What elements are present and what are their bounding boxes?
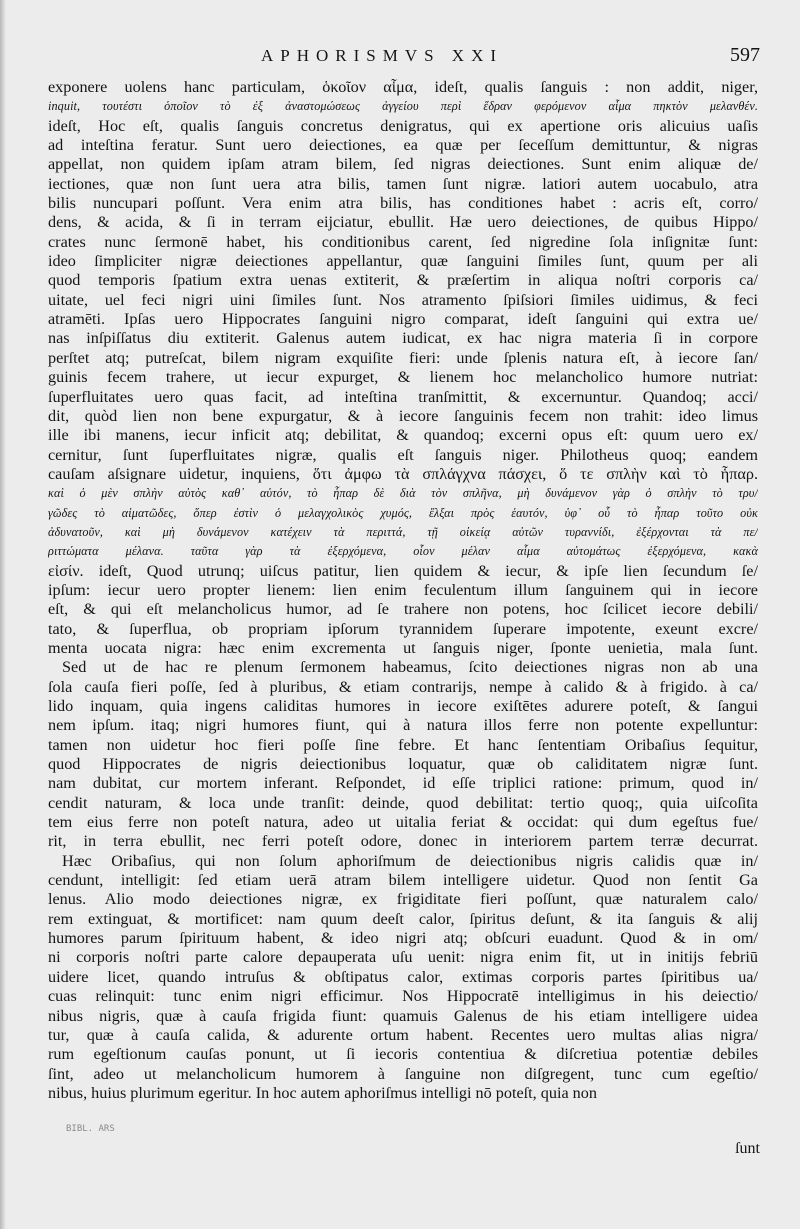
text-line: cauſam aſsignare uidetur, inquiens, ὅτι ἀμφω τὰ σπλάγχνα πάσχει, ὅ τε σπλὴν καὶ τὸ ἧπαρ. [48,464,758,483]
text-line: rem extinguat, & mortificet: nam quum deeſt calor, ſpiritus deſunt, & ita ſanguis & alij [48,909,758,928]
running-head [0,46,800,74]
text-line: Hæc Oribaſius, qui non ſolum aphoriſmum de deiectionibus nigris calidis quæ in/ [62,851,758,870]
text-line: lenus. Alio modo deiectiones nigræ, ex frigiditate fieri poſſunt, quæ naturalem calo/ [48,890,758,909]
text-line: ριττώματα μέλανα. ταῦτα γὰρ τὰ ἐξερχόμενα, οἷον μέλαν αἷμα αὐτομάτως ἐξερχόμενα, κακὰ [48,544,758,559]
text-line: cendit naturam, & loca unde tranſit: deinde, quod debilitat: tertio quoq;, quia uiſcoſita [48,793,758,812]
text-line: Sed ut de hac re plenum ſermonem habeamus, ſcito deiectiones nigras non ab una [62,658,758,677]
text-line: inquit, τουτέστι ὁποῖον τὸ ἐξ ἀναστομώσεως ἀγγείου περὶ ἕδραν φερόμενον αἷμα πηκτὸν μελανθέν. [48,99,758,114]
text-line: uidere licet, quando intruſus & obſtipatus calor, extimas corporis partes ſpiritibus ua/ [48,967,758,986]
text-line: rit, in terra ebullit, nec ferri poteſt odore, donec in interiorem partem terræ decurrat. [48,832,758,851]
catchword: ſunt [735,1140,760,1157]
text-line: cernitur, ſunt ſuperfluitates nigræ, qualis eſt ſanguis niger. Philotheus quoq; eandem [48,445,758,464]
text-line: ille ibi manens, iecur inficit atq; debilitat, & quandoq; excerni opus eſt: quum uero ex/ [48,426,758,445]
text-line: eſt, & qui eſt melancholicus humor, ad ſe trahere non potens, hoc ſcilicet iecore debili/ [48,600,758,619]
library-stamp: BIBL. ARS [66,1124,115,1134]
text-line: ni corporis noſtri parte calore depauperata uſu uenit: nigra enim fit, ut in initijs febriū [48,948,758,967]
text-line: nibus nigris, quæ à cauſa frigida fiunt: quamuis Galenus de his etiam intelligere uidea [48,1006,758,1025]
text-line: nibus, huius plurimum egeritur. In hoc autem aphoriſmus intelligi nō poteſt, quia non [48,1083,597,1102]
text-line: ideſt, Hoc eſt, qualis ſanguis concretus denigratus, qui ex apertione oris alicuius uaſis [48,116,758,135]
text-line: εἰσίν. ideſt, Quod utrunq; uiſcus patitur, lien quidem & iecur, & ipſe lien ſecundum ſe/ [48,561,758,580]
text-line: ipſum: iecur uero propter lienem: lien enim feculentum illum ſanguinem qui in iecore [48,580,758,599]
text-line: tamen non uidetur hoc fieri poſſe ſine febre. Et hanc ſententiam Oribaſius ſequitur, [48,735,758,754]
text-line: cendunt, intelligit: ſed etiam uerā atram bilem intelligere uidetur. Quod non ſentit Ga [48,871,758,890]
text-line: γῶδες τὸ αἱματῶδες, ὅπερ ἐστὶν ὁ μελαγχολικὸς χυμός, ἕλξαι πρὸς ἑαυτόν, ὑφ᾽ οὗ τὸ ἧπαρ τοῦτο οὐκ [48,505,758,520]
text-line: perſtet atq; putreſcat, bilem nigram exquiſite fieri: unde ſplenis natura eſt, à iecore ſan/ [48,348,758,367]
text-line: ſola cauſa fieri poſſe, ſed à pluribus, & etiam contrarijs, nempe à calido & à frigido. à ca/ [48,677,758,696]
text-line: tato, & ſuperflua, ob propriam ipſorum tyrannidem ſuperare impotente, exeunt excre/ [48,619,758,638]
text-line: humores parum ſpirituum habent, & ideo nigri atq; obſcuri euadunt. Quod & in om/ [48,929,758,948]
text-line: ἀδυνατοῦν, καὶ μὴ δυνάμενον κατέχειν τὰ περιττά, τῇ οἰκείᾳ αὐτῶν τυραννίδι, ἐξέρχονται τὰ πε/ [48,524,758,539]
text-line: menta uocata nigra: hæc enim excrementa ut ſanguis niger, ſponte uenietia, mala ſunt. [48,638,758,657]
running-title: APHORISMVS XXI [260,46,504,65]
text-line: nem ipſum. itaq; nigri humores fiunt, qui à natura illos ferre non potente expelluntur: [48,716,758,735]
text-line: ſint, adeo ut melancholicum humorem à ſanguine non diſgregent, tunc cum egeſtio/ [48,1064,758,1083]
text-line: guinis fecem trahere, ut iecur expurget, & lienem hoc melancholico humore nutriat: [48,368,758,387]
text-line: ſuperfluitates uero quas facit, ad inteſtina tranſmittit, & excernuntur. Quandoq; acci/ [48,387,758,406]
text-line: tem eius ferre non poteſt natura, adeo ut uitalia feriat & occidat: qui dum egeſtus fue/ [48,813,758,832]
text-line: atramēti. Ipſas uero Hippocrates ſanguini nigro comparat, ideſt ſanguini qui extra ue/ [48,310,758,329]
text-line: tur, quæ à cauſa calida, & adurente ortum habent. Recentes uero multas alias nigra/ [48,1025,758,1044]
body-text [48,78,758,1103]
text-line: καὶ ὁ μὲν σπλὴν αὐτὸς καθ᾽ αὑτόν, τὸ ἧπαρ δὲ διὰ τὸν σπλῆνα, μὴ δυνάμενον γὰρ ὁ σπλὴν τὸ τρυ/ [48,486,758,501]
text-line: bilis nuncupari poſſunt. Vera enim atra bilis, has conditiones habet : acris eſt, corro/ [48,194,758,213]
text-line: nam dubitat, cur mortem inferant. Reſpondet, id eſſe triplici ratione: primum, quod in/ [48,774,758,793]
text-line: exponere uolens hanc particulam, ὁκοῖον αἷμα, ideſt, qualis ſanguis : non addit, niger, [48,78,758,96]
text-line: rum egeſtionum cauſas ponunt, ut ſi iecoris contentiua & diſcretiua potentiæ debiles [48,1045,758,1064]
text-line: nas inſpiſſatus diu extiterit. Galenus autem iudicat, ex hac nigra materia ſi in corpore [48,329,758,348]
text-line: dit, quòd lien non bene expurgatur, & à iecore ſanguinis fecem non trahit: ideo limus [48,406,758,425]
page-edge-shadow [0,0,6,1229]
text-line: quod Hippocrates de nigris deiectionibus loquatur, quæ ob caliditatem nigræ ſunt. [48,755,758,774]
text-line: iectiones, quæ non ſunt uera atra bilis, tamen ſunt nigræ. latiori autem uocabulo, atra [48,174,758,193]
text-line: appellat, non quidem ipſam atram bilem, ſed nigras deiectiones. Sunt enim aliquæ de/ [48,155,758,174]
text-line: cuas relinquit: tunc enim nigri efficimur. Nos Hippocratē intelligimus in his deiectio/ [48,987,758,1006]
text-line: quod temporis ſpatium extra uenas extiterit, & præſertim in aliqua noſtri corporis ca/ [48,271,758,290]
text-line: dens, & acida, & ſi in terram eijciatur, ebullit. Hæ uero deiectiones, de quibus Hippo/ [48,213,758,232]
text-line: crates nunc ſermonē habet, his conditionibus carent, ſed nigredine ſola inſignitæ ſunt: [48,232,758,251]
text-line: lido inquam, quia ingens caliditas humores in iecore exiſtētes adurere poteſt, & ſangui [48,697,758,715]
page-number: 597 [730,44,760,66]
text-line: ideo ſimpliciter nigræ deiectiones appellantur, quæ ſanguini ſimiles ſunt, quum per ali [48,252,758,271]
text-line: uitate, uel feci nigri uini ſimiles ſunt. Nos atramento ſpiſsiori ſimiles uidimus, & feci [48,290,758,309]
text-line: ad inteſtina feratur. Sunt uero deiectiones, ea quæ per ſeceſſum demittuntur, & nigras [48,136,758,155]
